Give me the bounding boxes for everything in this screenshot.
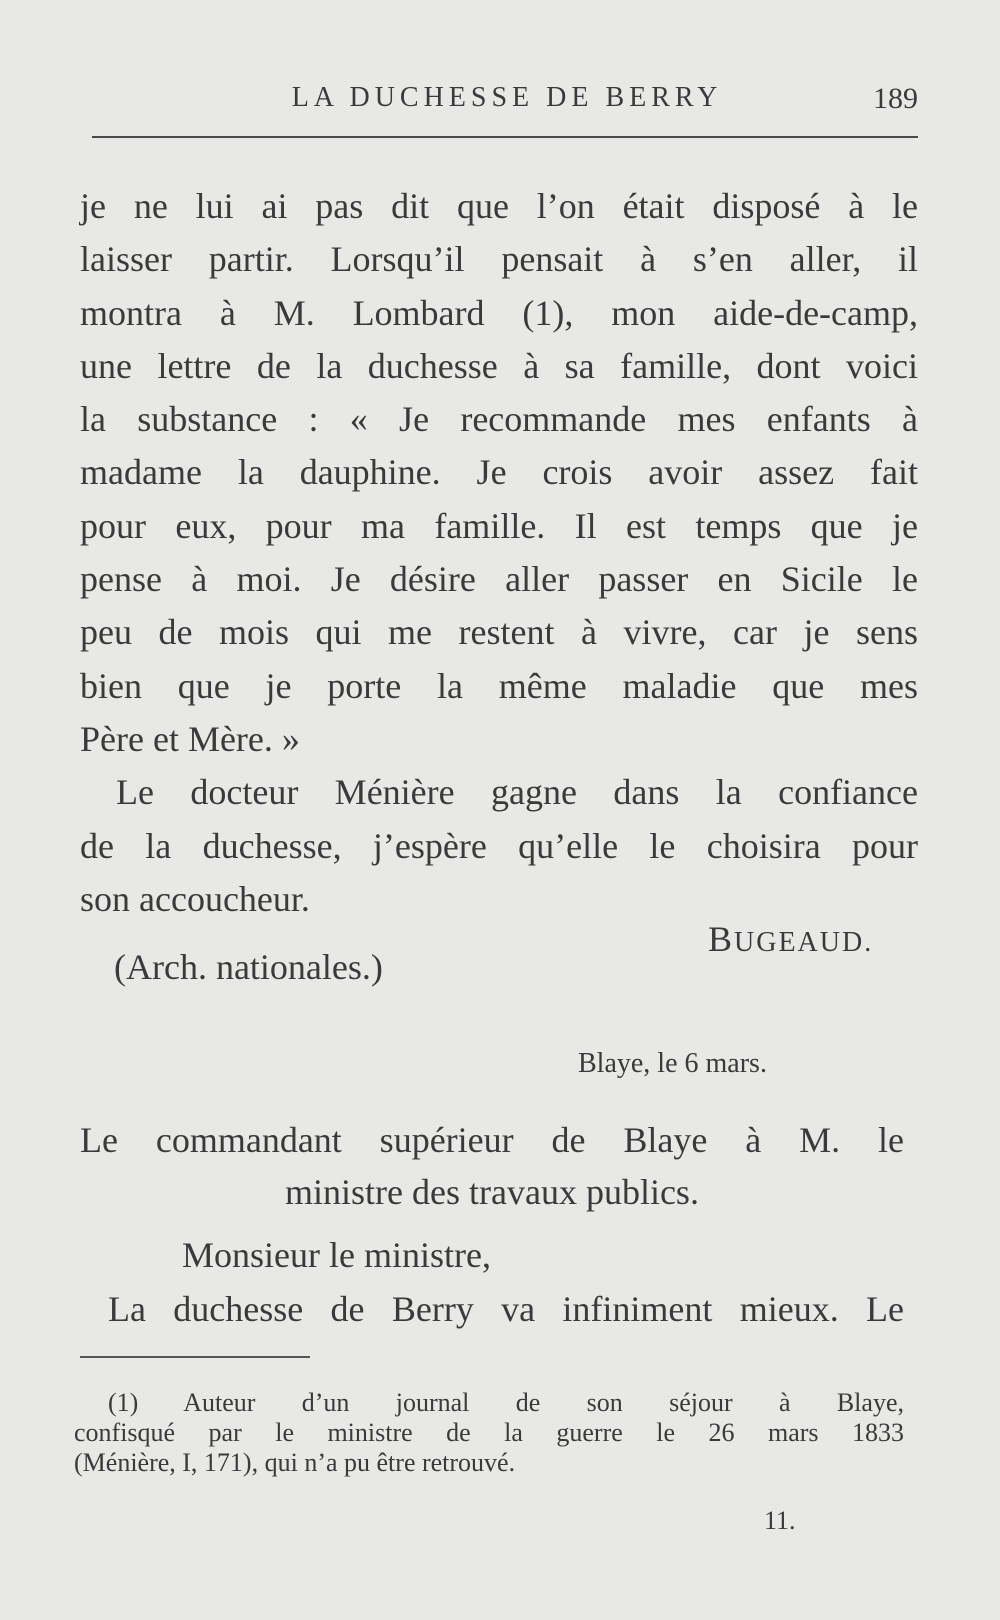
- header-rule: [92, 136, 918, 138]
- footnote-line: confisqué par le ministre de la guerre le 26 mars 1833: [74, 1418, 904, 1447]
- body-line: la substance : « Je recommande mes enfants à: [80, 399, 918, 440]
- footnote-rule: [80, 1356, 310, 1358]
- body-line: peu de mois qui me restent à vivre, car je sens: [80, 612, 918, 653]
- body-text: [80, 180, 918, 926]
- body-line: bien que je porte la même maladie que mes: [80, 665, 918, 706]
- letter-first-line: La duchesse de Berry va infiniment mieux. Le: [108, 1289, 904, 1329]
- letter-heading: [80, 1114, 904, 1218]
- body-line: montra à M. Lombard (1), mon aide-de-camp,: [80, 292, 918, 333]
- body-line: laisser partir. Lorsqu’il pensait à s’en aller, il: [80, 239, 918, 280]
- body-line: son accoucheur.: [80, 878, 310, 919]
- body-line: pense à moi. Je désire aller passer en Sicile le: [80, 559, 918, 600]
- letter-heading-line: Le commandant supérieur de Blaye à M. le: [80, 1120, 904, 1160]
- running-title: LA DUCHESSE DE BERRY: [291, 82, 723, 113]
- body-line: une lettre de la duchesse à sa famille, dont voici: [80, 345, 918, 386]
- signature-rest: UGEAUD.: [734, 927, 874, 958]
- body-line: Père et Mère. »: [80, 718, 300, 759]
- page-header: [92, 82, 922, 122]
- footnote: [74, 1388, 904, 1478]
- footnote-line: (Ménière, I, 171), qui n’a pu être retrouvé.: [74, 1448, 516, 1477]
- letter-heading-line: ministre des travaux publics.: [285, 1172, 699, 1212]
- dateline: Blaye, le 6 mars.: [578, 1048, 767, 1079]
- body-line: je ne lui ai pas dit que l’on était disposé à le: [80, 186, 918, 226]
- signature-mark: 11.: [764, 1506, 796, 1535]
- footnote-line: (1) Auteur d’un journal de son séjour à Blaye,: [108, 1388, 904, 1417]
- signature: [708, 918, 873, 960]
- source-citation: (Arch. nationales.): [114, 947, 383, 987]
- salutation: Monsieur le ministre,: [182, 1235, 491, 1275]
- body-line: madame la dauphine. Je crois avoir assez fait: [80, 452, 918, 493]
- signature-initial: B: [708, 919, 735, 959]
- body-line: pour eux, pour ma famille. Il est temps que je: [80, 505, 918, 546]
- body-line: de la duchesse, j’espère qu’elle le choisira pour: [80, 825, 918, 866]
- page-number: 189: [873, 82, 918, 115]
- body-line: Le docteur Ménière gagne dans la confiance: [116, 772, 918, 813]
